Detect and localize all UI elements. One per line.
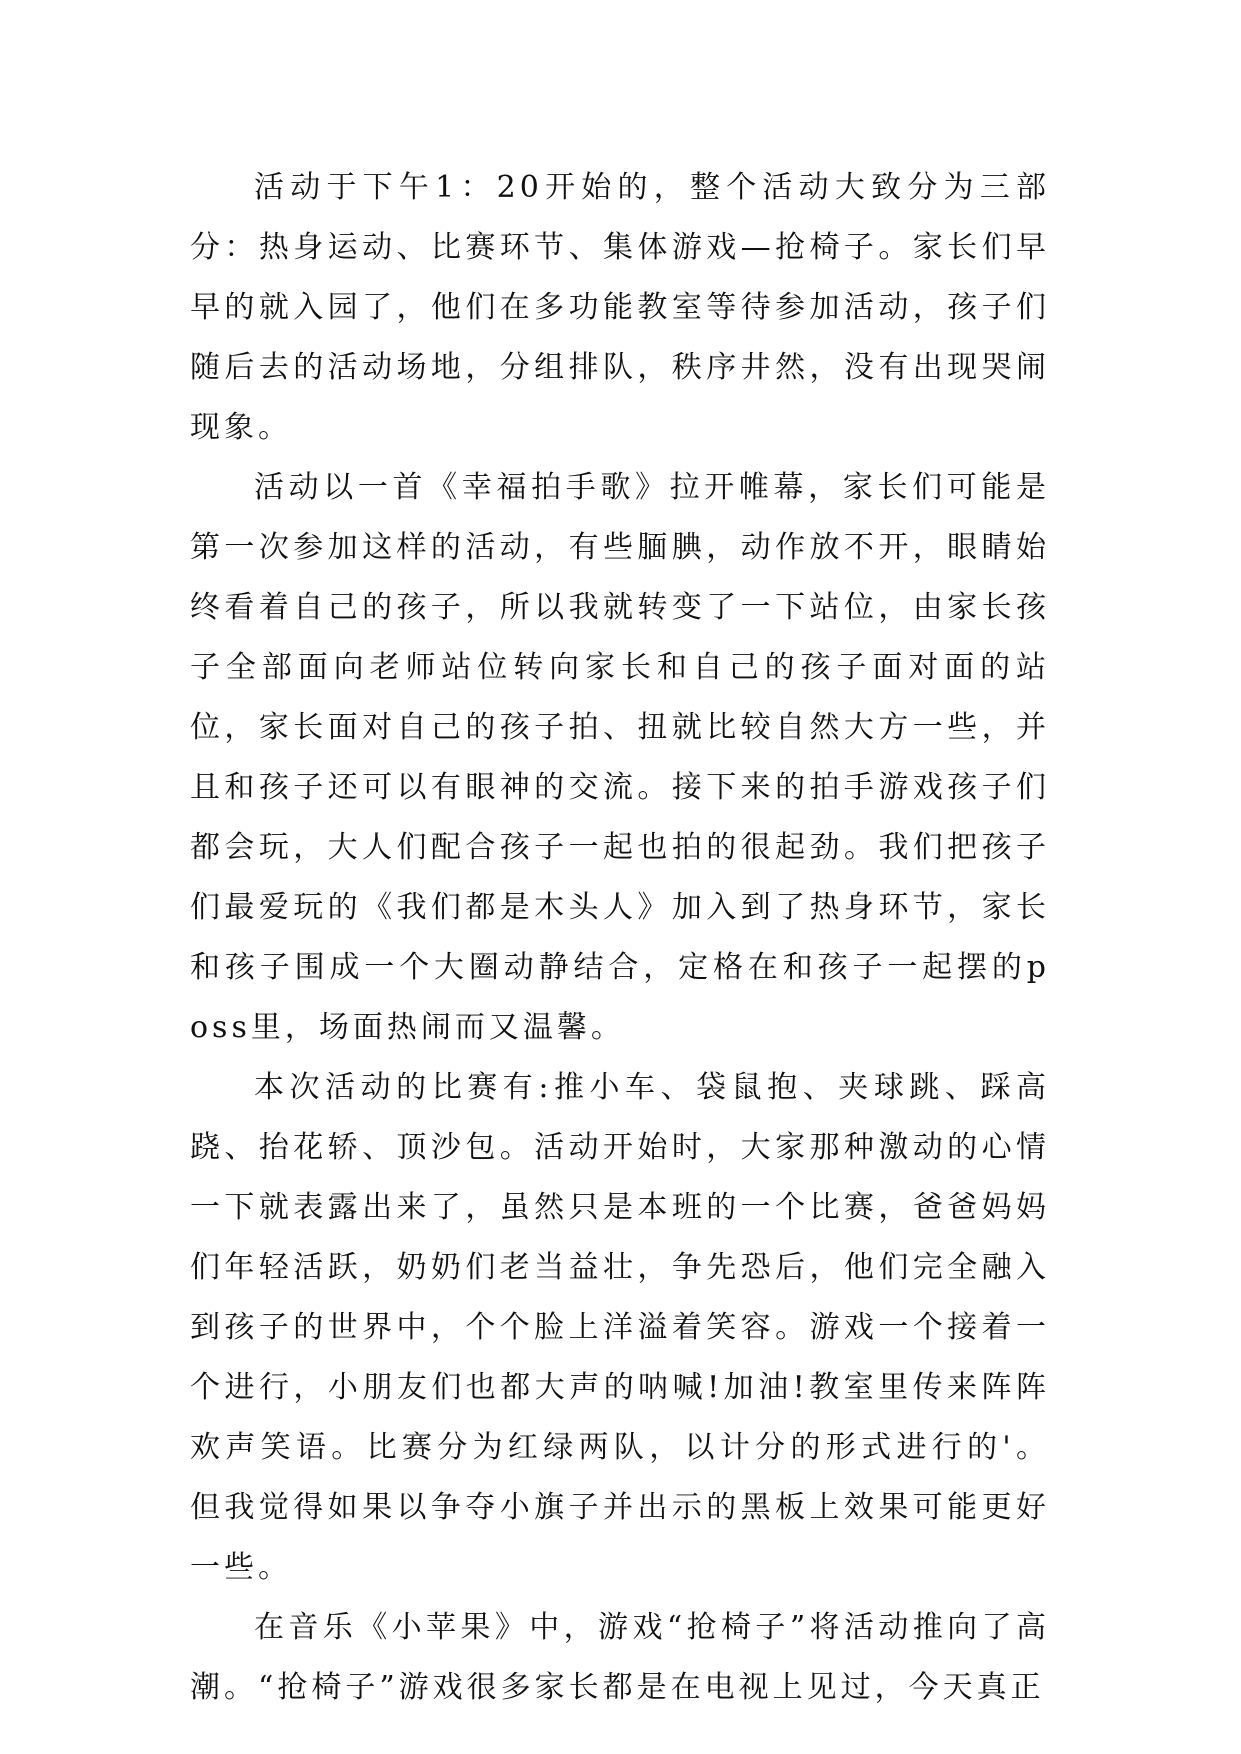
paragraph-2: 活动以一首《幸福拍手歌》拉开帷幕，家长们可能是第一次参加这样的活动，有些腼腆，动作放不开，眼睛始终看着自己的孩子，所以我就转变了一下站位，由家长孩子全部面向老师站位转向家长和自己的孩子面对面的站位，家长面对自己的孩子拍、扭就比较自然大方一些，并且和孩子还可以有眼神的交流。接下来的拍手游戏孩子们都会玩，大人们配合孩子一起也拍的很起劲。我们把孩子们最爱玩的《我们都是木头人》加入到了热身环节，家长和孩子围成一个大圈动静结合，定格在和孩子一起摆的poss里，场面热闹而又温馨。: [190, 470, 1050, 1045]
paragraph-1: 活动于下午1：20开始的，整个活动大致分为三部分：热身运动、比赛环节、集体游戏—抢椅子。家长们早早的就入园了，他们在多功能教室等待参加活动，孩子们随后去的活动场地，分组排队，秩序井然，没有出现哭闹现象。: [190, 170, 1050, 445]
paragraph-4: 在音乐《小苹果》中，游戏“抢椅子”将活动推向了高潮。“抢椅子”游戏很多家长都是在电视上见过，今天真正: [190, 1610, 1050, 1705]
paragraph-3: 本次活动的比赛有:推小车、袋鼠抱、夹球跳、踩高跷、抬花轿、顶沙包。活动开始时，大家那种激动的心情一下就表露出来了，虽然只是本班的一个比赛，爸爸妈妈们年轻活跃，奶奶们老当益壮，争先恐后，他们完全融入到孩子的世界中，个个脸上洋溢着笑容。游戏一个接着一个进行，小朋友们也都大声的呐喊!加油!教室里传来阵阵欢声笑语。比赛分为红绿两队，以计分的形式进行的'。但我觉得如果以争夺小旗子并出示的黑板上效果可能更好一些。: [190, 1070, 1050, 1585]
document-body: [190, 158, 1050, 1718]
